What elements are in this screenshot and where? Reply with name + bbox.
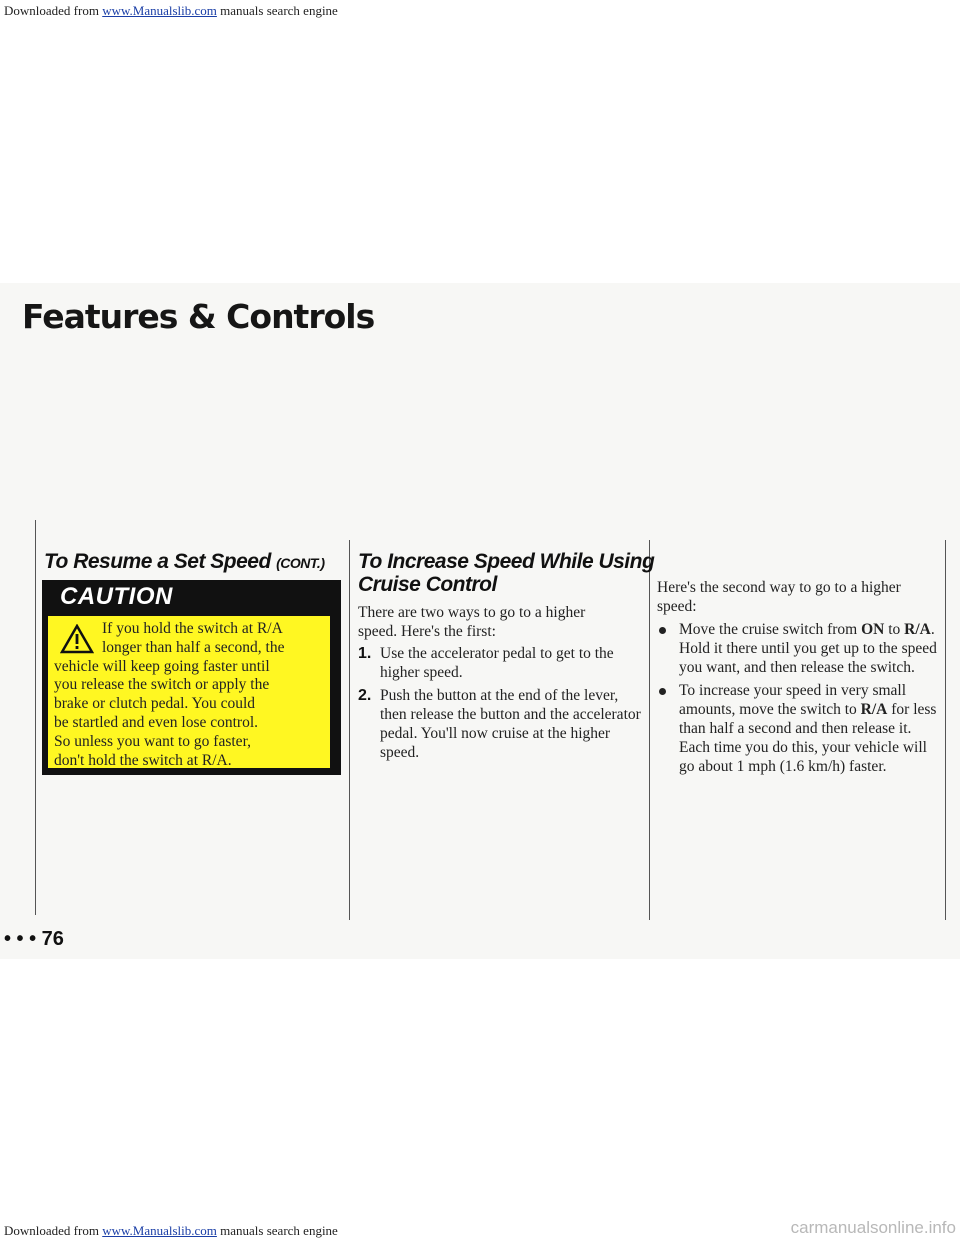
col2-heading-line1: To Increase Speed While Using <box>358 550 655 573</box>
list-item <box>657 681 939 776</box>
col1-heading-cont: (CONT.) <box>276 555 325 571</box>
step-text: Use the accelerator pedal to get to the higher speed. <box>380 645 614 681</box>
banner-suffix: manuals search engine <box>216 3 338 18</box>
caution-title: CAUTION <box>60 583 173 610</box>
bullet1-text-a: Move the cruise switch from <box>679 621 862 638</box>
column-rule-1 <box>349 540 350 920</box>
col3-intro: Here's the second way to go to a higher speed: <box>657 579 901 615</box>
caution-line-7: So unless you want to go faster, <box>54 732 251 750</box>
chapter-title: Features & Controls <box>22 297 375 336</box>
caution-line-5: brake or clutch pedal. You could <box>54 695 256 713</box>
footer-manualslib-link[interactable]: www.Manualslib.com <box>102 1223 217 1238</box>
col2-intro: There are two ways to go to a higher speed. Here's the first: <box>358 604 586 640</box>
col3-bullets <box>657 620 939 780</box>
banner-prefix: Downloaded from <box>4 3 103 18</box>
bullet2-ra: R/A <box>860 701 888 718</box>
bullet1-on: ON <box>861 621 885 638</box>
list-item <box>358 644 642 682</box>
bullet2-text-c: for less than half a second and then release it. Each time you do this, your vehicle will go about 1 mph (1.6 km/h) faster. <box>679 701 937 775</box>
col2-heading-line2: Cruise Control <box>358 573 497 596</box>
watermark: carmanualsonline.info <box>790 1218 956 1237</box>
bullet1-ra: R/A <box>904 621 931 638</box>
step-number: 2. <box>358 687 372 704</box>
download-banner <box>0 0 960 22</box>
bullet2-text-a: To increase your speed in very small amounts, move the switch to <box>679 682 907 718</box>
caution-line-3: vehicle will keep going faster until <box>54 657 270 675</box>
list-item <box>358 686 642 762</box>
column-rule-left <box>35 520 36 915</box>
caution-line-4: you release the switch or apply the <box>54 676 270 694</box>
col1-heading-text: To Resume a Set Speed <box>44 550 271 573</box>
col2-heading <box>358 550 654 596</box>
footer-prefix: Downloaded from <box>4 1223 103 1238</box>
list-item <box>657 620 939 677</box>
bullet-icon <box>659 688 666 695</box>
manualslib-link[interactable]: www.Manualslib.com <box>102 3 217 18</box>
step-text: Push the button at the end of the lever, then release the button and the accelerator pedal. You'll now cruise at the higher speed. <box>380 687 641 761</box>
column-rule-right <box>945 540 946 920</box>
column-rule-2 <box>649 540 650 920</box>
caution-line-6: be startled and even lose control. <box>54 713 259 731</box>
col1-heading <box>44 550 324 575</box>
caution-text <box>54 620 328 770</box>
caution-line-1: If you hold the switch at R/A <box>102 620 283 637</box>
col2-steps <box>358 644 642 766</box>
bullet1-text-d: . Hold it there until you get up to the speed you want, and then release the switch. <box>679 621 937 676</box>
footer-suffix: manuals search engine <box>216 1223 338 1238</box>
caution-line-8: don't hold the switch at R/A. <box>54 751 232 769</box>
caution-line-2: longer than half a second, the <box>102 638 285 656</box>
step-number: 1. <box>358 645 372 662</box>
bullet-icon <box>659 627 666 634</box>
bullet1-text-c: to <box>884 621 905 638</box>
page-number: • • • 76 <box>4 928 64 950</box>
